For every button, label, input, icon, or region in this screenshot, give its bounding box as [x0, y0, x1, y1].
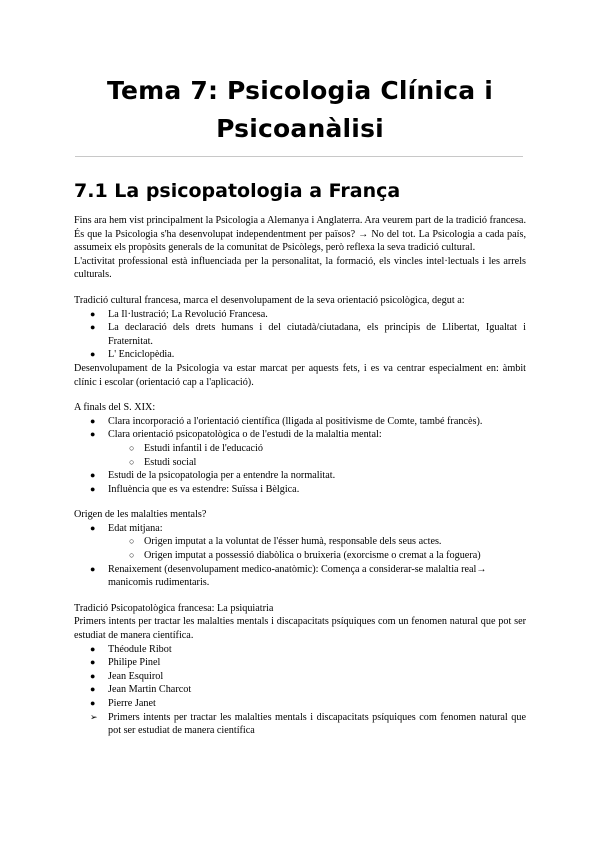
- intro-paragraph-2: L'activitat professional està influenciada per la personalitat, la formació, els vincles intel·lectuals i les arrels culturals.: [74, 255, 526, 281]
- bullet-icon: ●: [90, 470, 96, 481]
- segle-lead: A finals del S. XIX:: [74, 402, 156, 414]
- circle-bullet-icon: ○: [129, 550, 135, 561]
- list-item: ● La Il·lustració; La Revolució Francesa.: [90, 308, 268, 320]
- list-item: ● Philipe Pinel: [90, 657, 161, 669]
- tradicio-after: Desenvolupament de la Psicologia va estar marcat per aquests fets, i es va centrar especialment en: àmbit clínic i escolar (orientació cap a l'aplicació).: [74, 362, 526, 388]
- title-line-1: Tema 7: Psicologia Clínica i: [107, 76, 493, 105]
- circle-bullet-icon: ○: [129, 456, 135, 467]
- list-item: ● Influència que es va estendre: Suïssa i Bèlgica.: [90, 483, 300, 495]
- bullet-icon: ●: [90, 308, 96, 319]
- bullet-icon: ●: [90, 415, 96, 426]
- bullet-icon: ●: [90, 563, 96, 574]
- names-list: [74, 643, 526, 738]
- bullet-icon: ●: [90, 698, 96, 708]
- sub-list-item: ○ Estudi social: [129, 456, 197, 468]
- list-item: ● Estudi de la psicopatologia per a entendre la normalitat.: [90, 470, 336, 482]
- bullet-icon: ●: [90, 322, 96, 333]
- list-item: ● Edat mitjana:: [90, 522, 163, 534]
- list-item: ● La declaració dels drets humans i del ciutadà/ciutadana, els principis de Llibertat, Igualtat i Fraternitat.: [90, 322, 526, 347]
- list-item: ● L' Enciclopèdia.: [90, 349, 175, 361]
- sub-list-item: ○ Origen imputat a possessió diabòlica o bruixeria (exorcisme o cremat a la foguera): [129, 550, 481, 562]
- psiquiatria-lead: Tradició Psicopatològica francesa: La psiquiatria: [74, 602, 274, 614]
- list-item: ● Jean Esquirol: [90, 670, 164, 682]
- arrowhead-icon: ➢: [90, 711, 98, 722]
- tradicio-list: [74, 308, 526, 362]
- sub-list-item: ○ Origen imputat a la voluntat de l'ésser humà, responsable dels seus actes.: [129, 536, 442, 548]
- section-body: [74, 214, 526, 738]
- list-item: ● Pierre Janet: [90, 698, 156, 709]
- list-item: ● Théodule Ribot: [90, 643, 172, 655]
- title-line-2: Psicoanàlisi: [216, 114, 384, 143]
- title-divider: [75, 156, 523, 157]
- bullet-icon: ●: [90, 670, 96, 681]
- bullet-icon: ●: [90, 483, 96, 494]
- document-title: [60, 72, 540, 148]
- tradicio-lead: Tradició cultural francesa, marca el desenvolupament de la seva orientació psicològica, degut a:: [74, 294, 465, 306]
- bullet-icon: ●: [90, 684, 96, 695]
- bullet-icon: ●: [90, 522, 96, 533]
- circle-bullet-icon: ○: [129, 442, 135, 453]
- list-item: ● Clara incorporació a l'orientació científica (lligada al positivisme de Comte, també francès).: [90, 415, 483, 427]
- section-heading: 7.1 La psicopatologia a França: [74, 180, 401, 202]
- bullet-icon: ●: [90, 657, 96, 668]
- origen-list: [74, 522, 526, 590]
- bullet-icon: ●: [90, 429, 96, 440]
- psiquiatria-paragraph: Primers intents per tractar les malalties mentals i discapacitats psíquiques com un fenomen natural que pot ser estudiat de manera científica.: [74, 616, 526, 642]
- list-item: ● Clara orientació psicopatològica o de l'estudi de la malaltia mental:: [90, 429, 382, 441]
- segle-list: [74, 415, 526, 497]
- arrow-list-item: ➢ Primers intents per tractar les malalties mentals i discapacitats psíquiques com fenomen natural que pot ser estudiat de manera científica: [90, 711, 526, 737]
- list-item: ● Renaixement (desenvolupament medico-anatòmic): Comença a considerar-se malaltia real→ manicomis rudimentaris.: [90, 563, 487, 589]
- bullet-icon: ●: [90, 349, 96, 360]
- bullet-icon: ●: [90, 643, 96, 654]
- origen-lead: Origen de les malalties mentals?: [74, 509, 207, 521]
- intro-paragraph-1: Fins ara hem vist principalment la Psicologia a Alemanya i Anglaterra. Ara veurem part de la tradició francesa. És que la Psicologia s'ha desenvolupat independentment per països? → No del tot. La Psicologia a cada país, assumeix els propòsits generals de la comunitat de Psicòlegs, però reflexa la seva tradició cultural.: [74, 215, 526, 254]
- circle-bullet-icon: ○: [129, 536, 135, 547]
- sub-list-item: ○ Estudi infantil i de l'educació: [129, 442, 263, 454]
- list-item: ● Jean Martin Charcot: [90, 684, 192, 696]
